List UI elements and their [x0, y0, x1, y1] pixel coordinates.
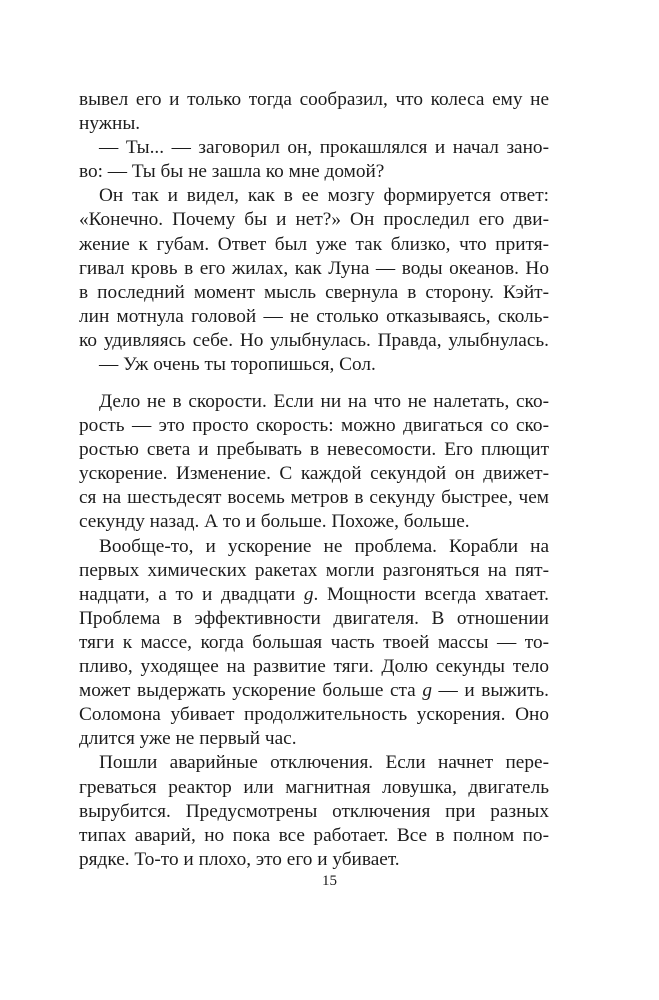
text-line: может выдержать ускорение больше ста g — и выжить. [79, 680, 549, 702]
text-line: Вообще-то, и ускорение не проблема. Корабли на [99, 535, 549, 557]
text-line: ускорение. Изменение. С каждой секундой он движет- [79, 463, 549, 485]
text-line: во: — Ты бы не зашла ко мне домой? [79, 161, 385, 183]
text-line: — Ты... — заговорил он, прокашлялся и начал зано- [99, 137, 549, 159]
text-line: лин мотнула головой — не столько отказываясь, сколь- [79, 305, 549, 327]
text-line: в последний момент мысль свернула в сторону. Кэйт- [79, 281, 549, 303]
text-line: рядке. То-то и плохо, это его и убивает. [79, 848, 400, 870]
text-line: ко удивляясь себе. Но улыбнулась. Правда, улыбнулась. [79, 329, 549, 351]
text-section-dialogue [79, 88, 549, 377]
text-line: длится уже не первый час. [79, 728, 297, 750]
text-line: греваться реактор или магнитная ловушка, двигатель [79, 776, 549, 798]
text-line: вырубится. Предусмотрены отключения при разных [79, 800, 549, 822]
text-line: — Уж очень ты торопишься, Сол. [99, 354, 376, 376]
text-line: ся на шестьдесят восемь метров в секунду быстрее, чем [79, 487, 549, 509]
text-line: секунду назад. А то и больше. Похоже, больше. [79, 511, 470, 533]
text-line: Дело не в скорости. Если ни на что не налетать, ско- [99, 391, 549, 412]
page-number: 15 [322, 873, 337, 889]
text-line: типах аварий, но пока все работает. Все в полном по- [79, 824, 549, 846]
text-line: Проблема в эффективности двигателя. В отношении [79, 607, 549, 629]
text-line: вывел его и только тогда сообразил, что колеса ему не [79, 89, 549, 110]
text-section-narration [79, 390, 549, 872]
text-line: Он так и видел, как в ее мозгу формируется ответ: [99, 185, 549, 207]
text-line: первых химических ракетах могли разгоняться на пят- [79, 559, 549, 581]
text-line: нужны. [79, 113, 141, 135]
text-line: гивал кровь в его жилах, как Луна — воды океанов. Но [79, 257, 549, 279]
text-line: пливо, уходящее на развитие тяги. Долю секунды тело [79, 656, 549, 678]
text-line: Пошли аварийные отключения. Если начнет пере- [99, 752, 549, 774]
text-line: Соломона убивает продолжительность ускорения. Оно [79, 704, 549, 726]
text-line: жение к губам. Ответ был уже так близко, что притя- [79, 233, 549, 255]
text-line: ростью света и пребывать в невесомости. Его плющит [79, 439, 549, 461]
text-line: «Конечно. Почему бы и нет?» Он проследил его дви- [79, 209, 549, 231]
text-line: рость — это просто скорость: можно двигаться со ско- [79, 415, 549, 437]
text-line: надцати, а то и двадцати g. Мощности всегда хватает. [79, 583, 549, 605]
text-line: тяги к массе, когда большая часть твоей массы — то- [79, 631, 549, 653]
